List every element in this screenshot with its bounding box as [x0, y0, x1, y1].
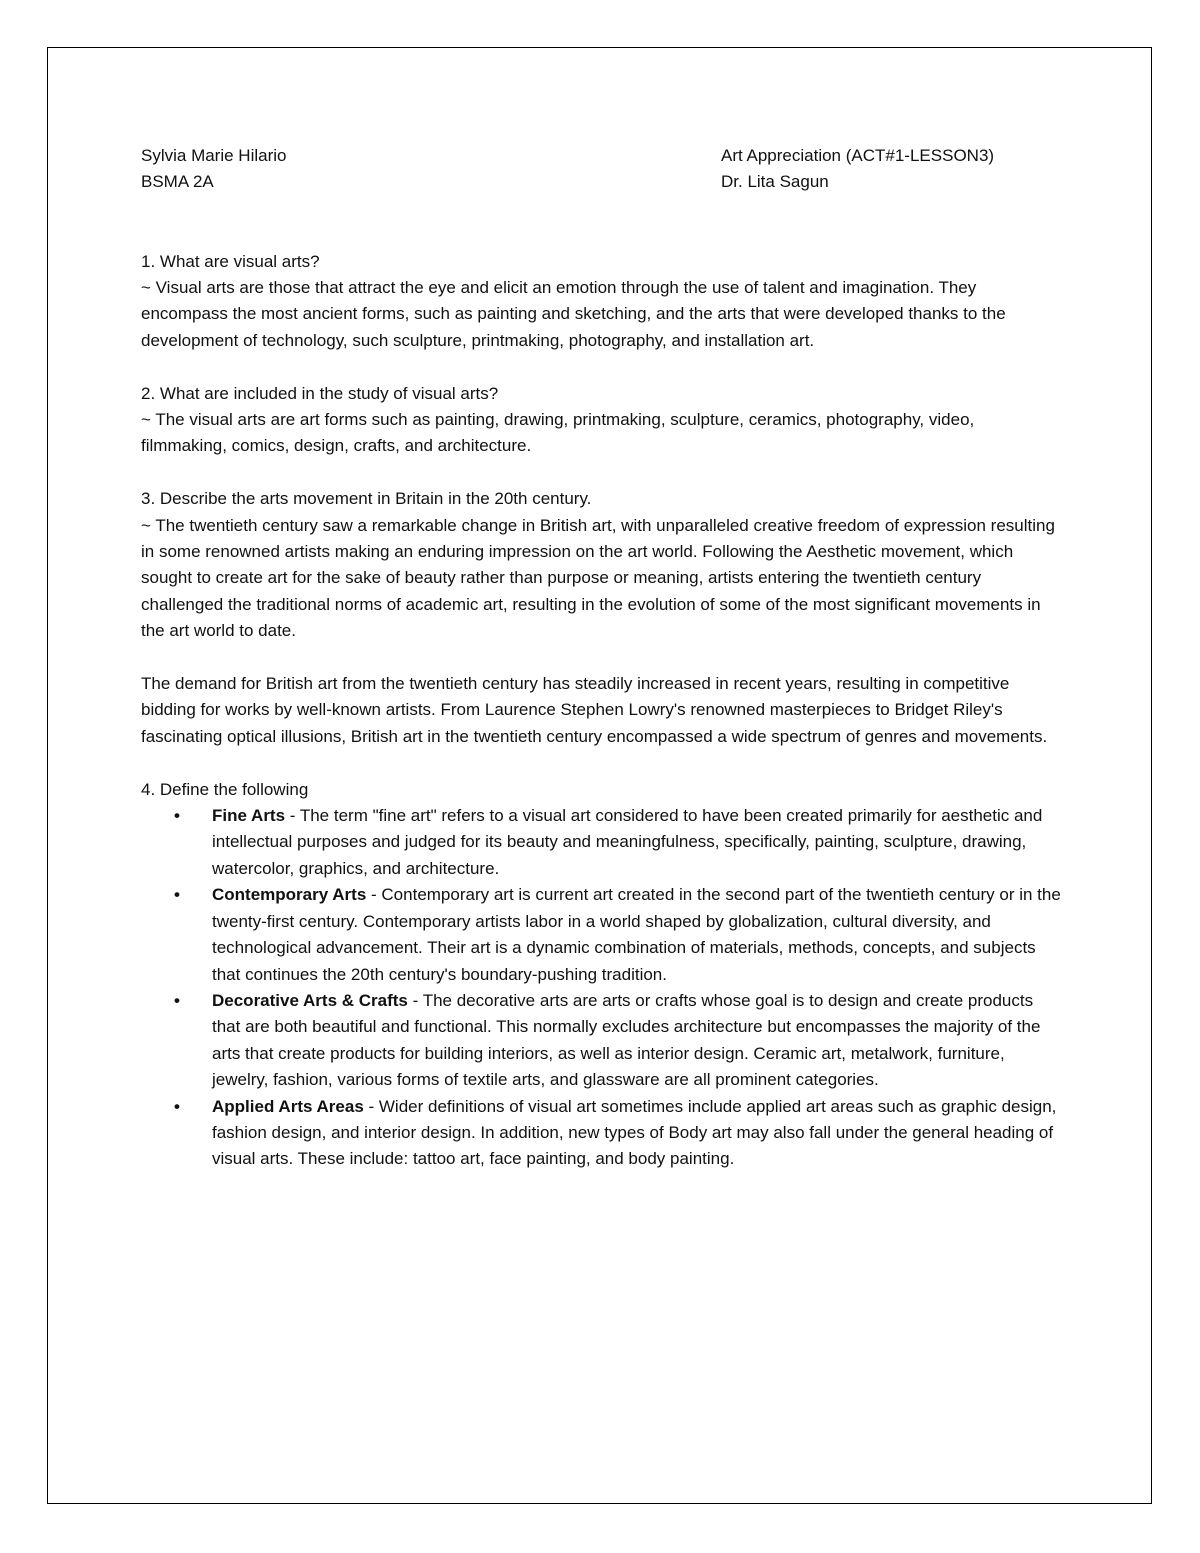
definition-list [141, 803, 1061, 1173]
instructor-name: Dr. Lita Sagun [721, 172, 829, 192]
definition-text: - Contemporary art is current art created in the second part of the twentieth century or in the twenty-first century. Contemporary artists labor in a world shaped by globalization, cultural diversity, and technological advancement. Their art is a dynamic combination of materials, methods, concepts, and subjects that continues the 20th century's boundary-pushing tradition. [212, 885, 1061, 984]
definition-term: Contemporary Arts [212, 885, 367, 905]
definition-term: Applied Arts Areas [212, 1096, 364, 1116]
definition-term: Fine Arts [212, 806, 286, 826]
question-4 [141, 777, 1061, 1173]
answer-2-text: ~ The visual arts are art forms such as painting, drawing, printmaking, sculpture, ceramics, photography, video, filmmaking, comics, design, crafts, and architecture. [141, 410, 975, 456]
student-name: Sylvia Marie Hilario [141, 146, 287, 165]
list-item [141, 803, 1061, 882]
bullet-icon: • [174, 990, 180, 1010]
course-title: Art Appreciation (ACT#1-LESSON3) [721, 146, 995, 165]
list-item [141, 988, 1061, 1094]
question-1-text: 1. What are visual arts? [141, 251, 320, 271]
definition-text: - Wider definitions of visual art sometimes include applied art areas such as graphic design, fashion design, and interior design. In addition, new types of Body art may also fall under the general heading of visual arts. These include: tattoo art, face painting, and body painting. [212, 1096, 1057, 1169]
question-3 [141, 486, 1061, 750]
question-2-text: 2. What are included in the study of visual arts? [141, 383, 499, 403]
bullet-icon: • [174, 1096, 180, 1116]
list-item [141, 1094, 1061, 1173]
bullet-icon: • [174, 806, 180, 826]
list-item [141, 882, 1061, 988]
student-section: BSMA 2A [141, 172, 214, 192]
question-1 [141, 249, 1061, 355]
course-info [721, 143, 1061, 196]
definition-term: Decorative Arts & Crafts [212, 990, 408, 1010]
document-header [141, 143, 1061, 196]
definition-text: - The term "fine art" refers to a visual art considered to have been created primarily for aesthetic and intellectual purposes and judged for its beauty and meaningfulness, specifically, painting, sculpture, drawing, watercolor, graphics, and architecture. [212, 806, 1043, 878]
definition-text: - The decorative arts are arts or crafts whose goal is to design and create products that are both beautiful and functional. This normally excludes architecture but encompasses the majority of the arts that create products for building interiors, as well as interior design. Ceramic art, metalwork, furniture, jewelry, fashion, various forms of textile arts, and glassware are all prominent categories. [212, 990, 1041, 1090]
question-2 [141, 381, 1061, 460]
answer-3-text: ~ The twentieth century saw a remarkable change in British art, with unparalleled creative freedom of expression resulting in some renowned artists making an enduring impression on the art world. Following the Aesthetic movement, which sought to create art for the sake of beauty rather than purpose or meaning, artists entering the twentieth century challenged the traditional norms of academic art, resulting in the evolution of some of the most significant movements in the art world to date. [141, 515, 1055, 641]
question-3-text: 3. Describe the arts movement in Britain in the 20th century. [141, 489, 592, 509]
answer-3-paragraph-2: The demand for British art from the twentieth century has steadily increased in recent years, resulting in competitive bidding for works by well-known artists. From Laurence Stephen Lowry's renowned masterpieces to Bridget Riley's fascinating optical illusions, British art in the twentieth century encompassed a wide spectrum of genres and movements. [141, 674, 1048, 746]
document-body [141, 143, 1061, 1173]
question-4-text: 4. Define the following [141, 779, 309, 799]
bullet-icon: • [174, 885, 180, 905]
answer-1-text: ~ Visual arts are those that attract the eye and elicit an emotion through the use of talent and imagination. They encompass the most ancient forms, such as painting and sketching, and the arts that were developed thanks to the development of technology, such sculpture, printmaking, photography, and installation art. [141, 278, 1006, 350]
student-info [141, 143, 591, 196]
